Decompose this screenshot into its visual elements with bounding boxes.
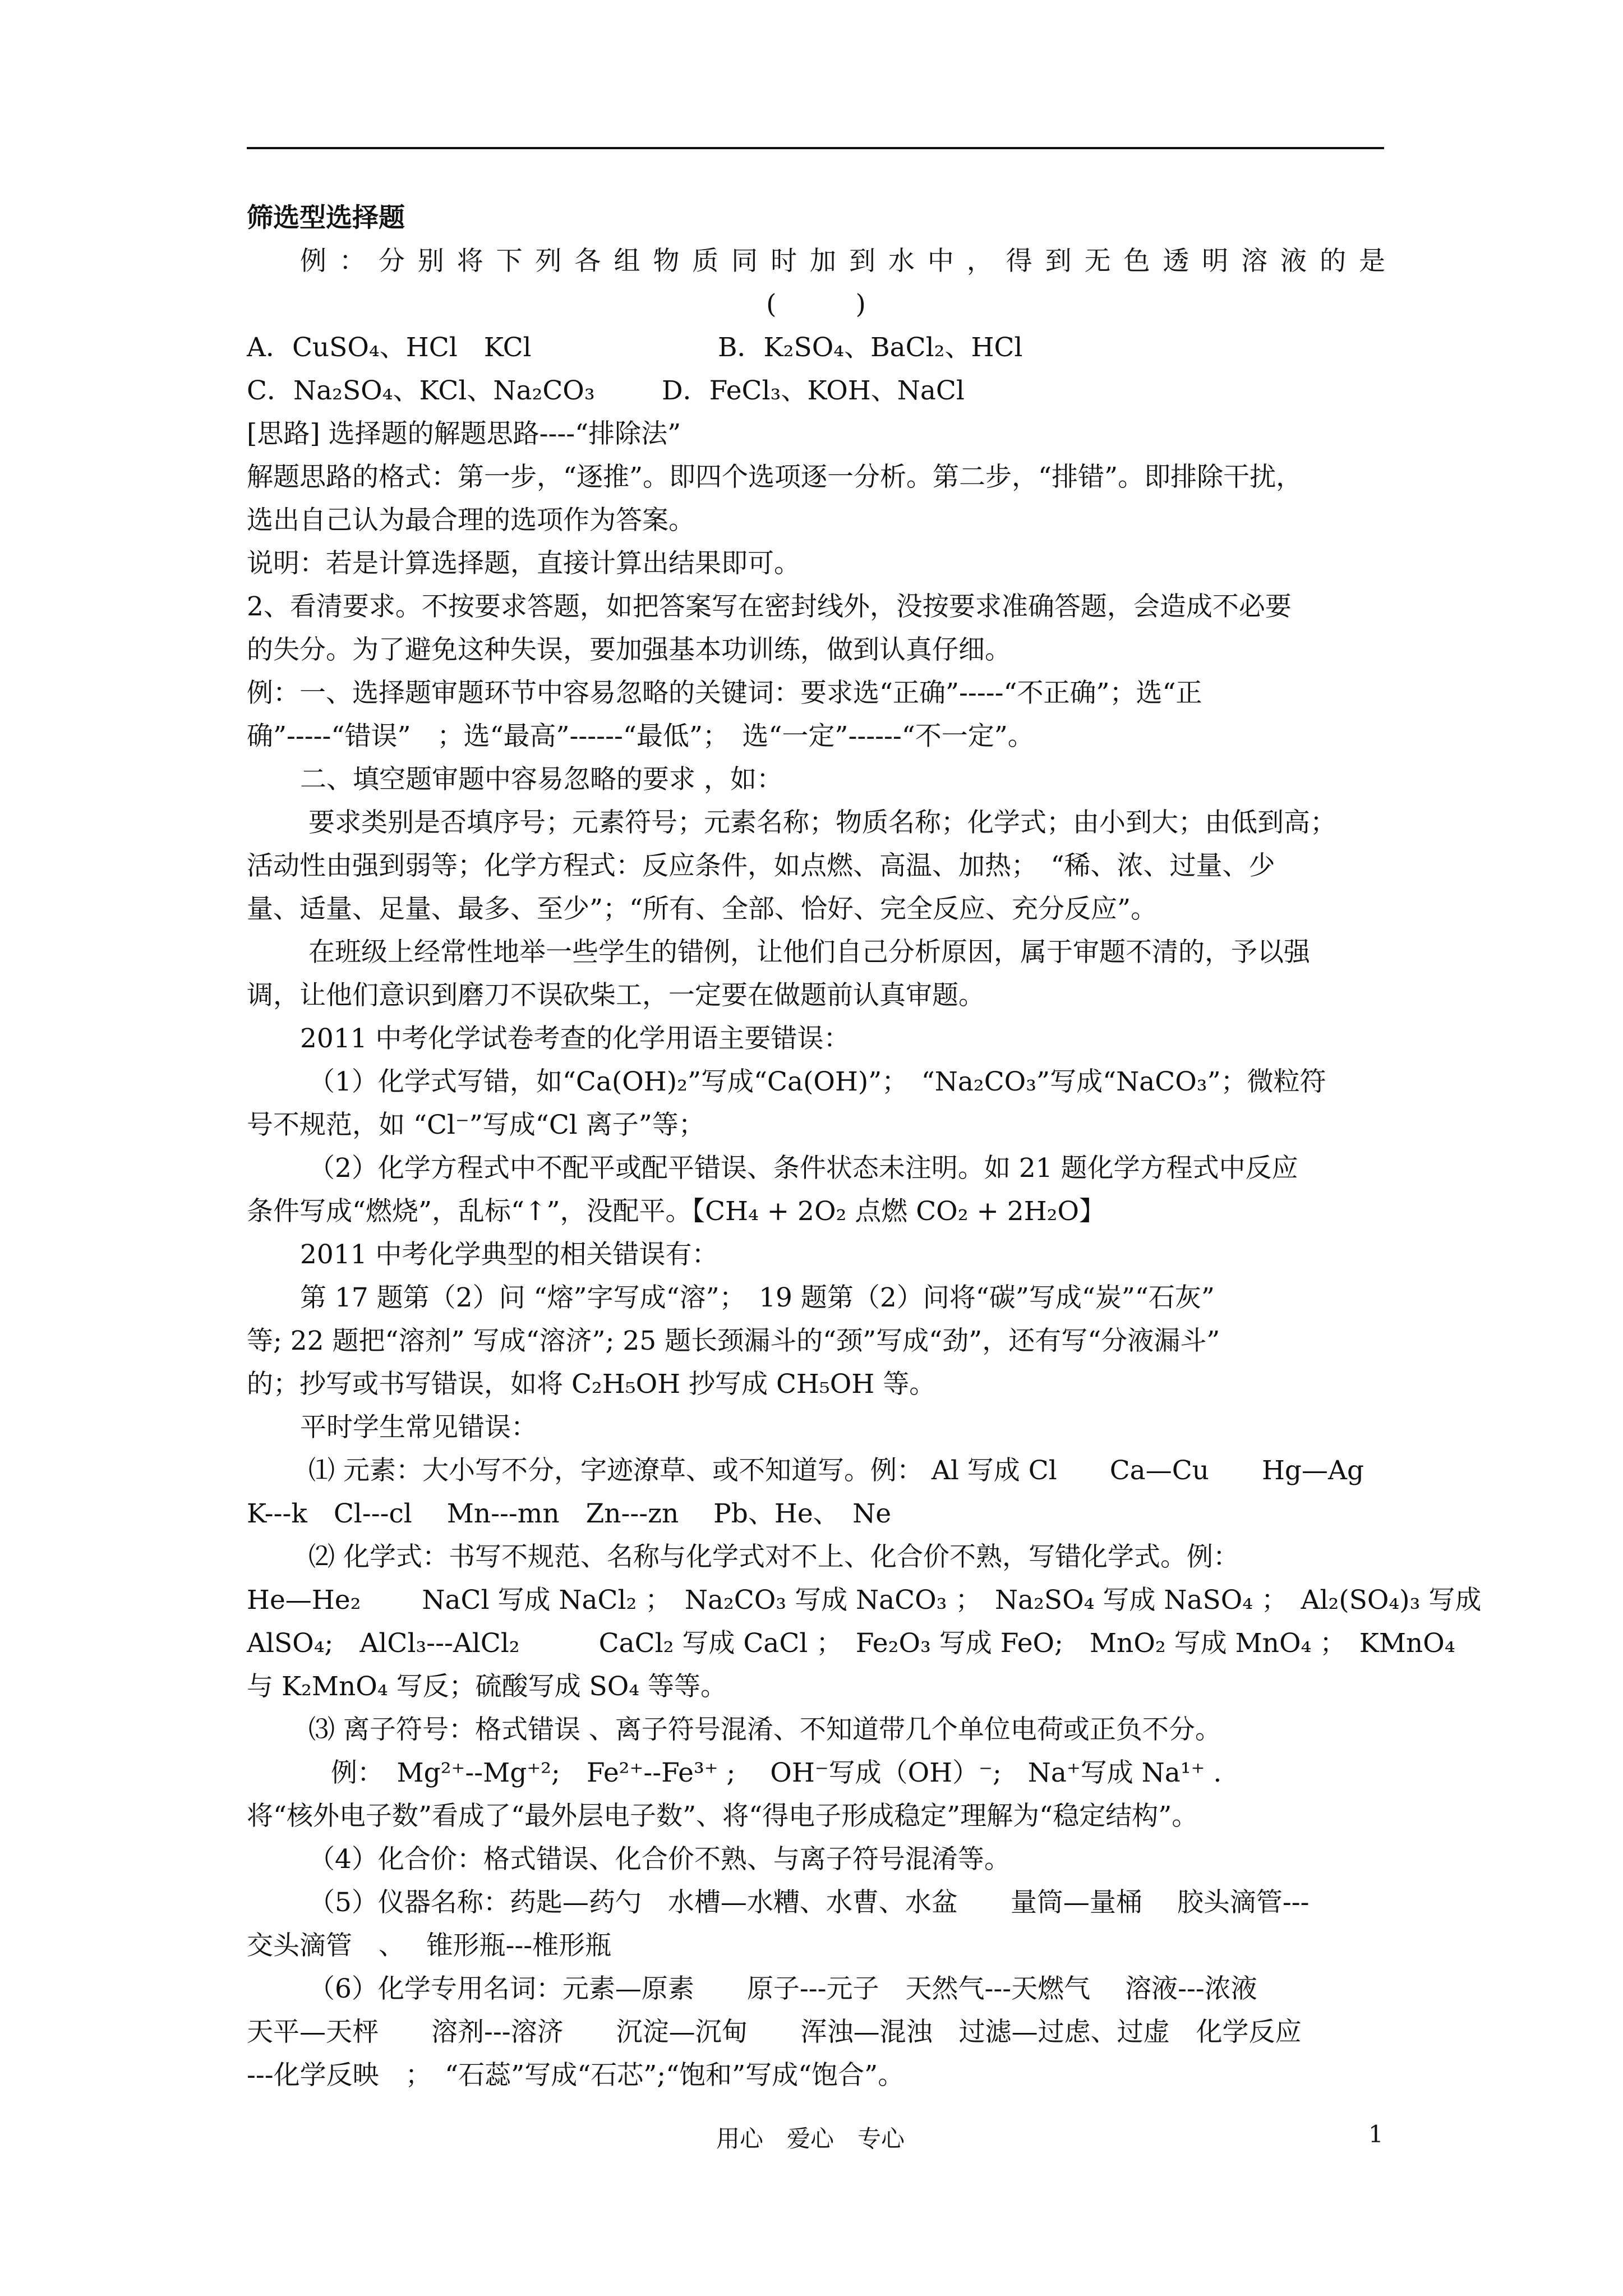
text-line: 交头滴管 、 锥形瓶---椎形瓶	[247, 1930, 612, 1961]
text-line: 确”-----“错误” ；选“最高”------“最低”； 选“一定”------“不一定”。	[247, 721, 1034, 752]
text-line: （2）化学方程式中不配平或配平错误、条件状态未注明。如 21 题化学方程式中反应	[308, 1153, 1298, 1184]
text-line: ---化学反映 ； “石蕊”写成“石芯”;“饱和”写成“饱合”。	[247, 2060, 905, 2091]
footer-motto: 用心 爱心 专心	[716, 2125, 905, 2152]
option-c: C．Na₂SO₄、KCl、Na₂CO₃	[247, 375, 595, 406]
option-b: B．K₂SO₄、BaCl₂、HCl	[718, 332, 1023, 363]
option-a: A．CuSO₄、HCl KCl	[247, 332, 532, 363]
text-line: 2、看清要求。不按要求答题，如把答案写在密封线外，没按要求准确答题，会造成不必要	[247, 591, 1292, 622]
text-line: 二、填空题审题中容易忽略的要求 ，如：	[300, 764, 783, 795]
text-line: 在班级上经常性地举一些学生的错例，让他们自己分析原因，属于审题不清的，予以强	[308, 937, 1310, 968]
text-line: 号不规范，如 “Cl⁻”写成“Cl 离子”等；	[247, 1110, 705, 1140]
text-line: 的失分。为了避免这种失误，要加强基本功训练，做到认真仔细。	[247, 634, 1011, 665]
text-line: 解题思路的格式：第一步，“逐推”。即四个选项逐一分析。第二步，“排错”。即排除干扰，	[247, 462, 1303, 493]
text-line: （6）化学专用名词：元素—原素 原子---元子 天然气---天燃气 溶液---浓液	[308, 1973, 1257, 2004]
text-line: （5）仪器名称：药匙—药勺 水槽—水糟、水曹、水盆 量筒—量桶 胶头滴管---	[308, 1887, 1310, 1918]
text-line: 活动性由强到弱等；化学方程式：反应条件，如点燃、高温、加热； “稀、浓、过量、少	[247, 850, 1275, 881]
text-line: K---k Cl---cl Mn---mn Zn---zn Pb、He、 Ne	[247, 1498, 892, 1529]
text-line: （4）化合价：格式错误、化合价不熟、与离子符号混淆等。	[308, 1844, 1011, 1875]
header-rule	[247, 147, 1384, 149]
text-line: 平时学生常见错误：	[300, 1412, 537, 1443]
answer-parentheses: ( )	[766, 289, 866, 320]
text-line: 选出自己认为最合理的选项作为答案。	[247, 505, 695, 536]
example-question: 例：分别将下列各组物质同时加到水中，得到无色透明溶液的是	[300, 246, 1385, 277]
text-line: 例：一、选择题审题环节中容易忽略的关键词：要求选“正确”-----“不正确”；选“正	[247, 678, 1202, 708]
text-line: 要求类别是否填序号；元素符号；元素名称；物质名称；化学式；由小到大；由低到高；	[308, 807, 1336, 838]
text-line: 2011 中考化学试卷考查的化学用语主要错误：	[300, 1023, 850, 1054]
text-line: 第 17 题第（2）问 “熔”字写成“溶”； 19 题第（2）问将“碳”写成“炭”“石灰”	[300, 1282, 1215, 1313]
text-line: 天平—天枰 溶剂---溶济 沉淀—沉甸 浑浊—混浊 过滤—过虑、过虚 化学反应	[247, 2017, 1302, 2047]
text-line: 与 K₂MnO₄ 写反；硫酸写成 SO₄ 等等。	[247, 1671, 727, 1702]
text-line: ⑶ 离子符号：格式错误 、离子符号混淆、不知道带几个单位电荷或正负不分。	[308, 1714, 1221, 1745]
text-line: 调，让他们意识到磨刀不误砍柴工，一定要在做题前认真审题。	[247, 980, 985, 1011]
text-line: ⑵ 化学式：书写不规范、名称与化学式对不上、化合价不熟，写错化学式。例：	[308, 1542, 1239, 1572]
section-title: 筛选型选择题	[247, 203, 405, 233]
text-line: He—He₂ NaCl 写成 NaCl₂ ； Na₂CO₃ 写成 NaCO₃ ； Na₂SO₄ 写成 NaSO₄ ； Al₂(SO₄)₃ 写成	[247, 1585, 1482, 1616]
text-line: 将“核外电子数”看成了“最外层电子数”、将“得电子形成稳定”理解为“稳定结构”。	[247, 1801, 1198, 1832]
options-row-2	[247, 369, 1385, 412]
document-body	[247, 196, 1482, 2097]
text-line: ⑴ 元素：大小写不分，字迹潦草、或不知道写。例： Al 写成 Cl Ca—Cu Hg—Ag	[308, 1455, 1364, 1486]
text-line: 等; 22 题把“溶剂” 写成“溶济”; 25 题长颈漏斗的“颈”写成“劲”，还有写“分液漏斗”	[247, 1326, 1220, 1356]
text-line: 条件写成“燃烧”，乱标“↑”，没配平。【CH₄ + 2O₂ 点燃 CO₂ + 2H₂O】	[247, 1196, 1106, 1227]
text-line: 2011 中考化学典型的相关错误有：	[300, 1239, 718, 1270]
text-line: AlSO₄; AlCl₃---AlCl₂ CaCl₂ 写成 CaCl ； Fe₂O₃ 写成 FeO; MnO₂ 写成 MnO₄ ； KMnO₄	[247, 1628, 1455, 1659]
option-d: D．FeCl₃、KOH、NaCl	[662, 375, 965, 406]
text-line: 量、适量、足量、最多、至少”；“所有、全部、恰好、完全反应、充分反应”。	[247, 894, 1158, 924]
options-row-1	[247, 326, 1385, 369]
text-line: 说明：若是计算选择题，直接计算出结果即可。	[247, 548, 800, 579]
text-line: 的；抄写或书写错误，如将 C₂H₅OH 抄写成 CH₅OH 等。	[247, 1369, 936, 1400]
text-line: [思路] 选择题的解题思路----“排除法”	[247, 418, 681, 449]
page-number: 1	[1368, 2120, 1384, 2148]
text-line: （1）化学式写错，如“Ca(OH)₂”写成“Ca(OH)”； “Na₂CO₃”写成“NaCO₃”；微粒符	[308, 1066, 1326, 1097]
text-line: 例： Mg²⁺--Mg⁺²; Fe²⁺--Fe³⁺ ; OH⁻写成（OH）⁻; Na⁺写成 Na¹⁺ .	[331, 1757, 1222, 1788]
